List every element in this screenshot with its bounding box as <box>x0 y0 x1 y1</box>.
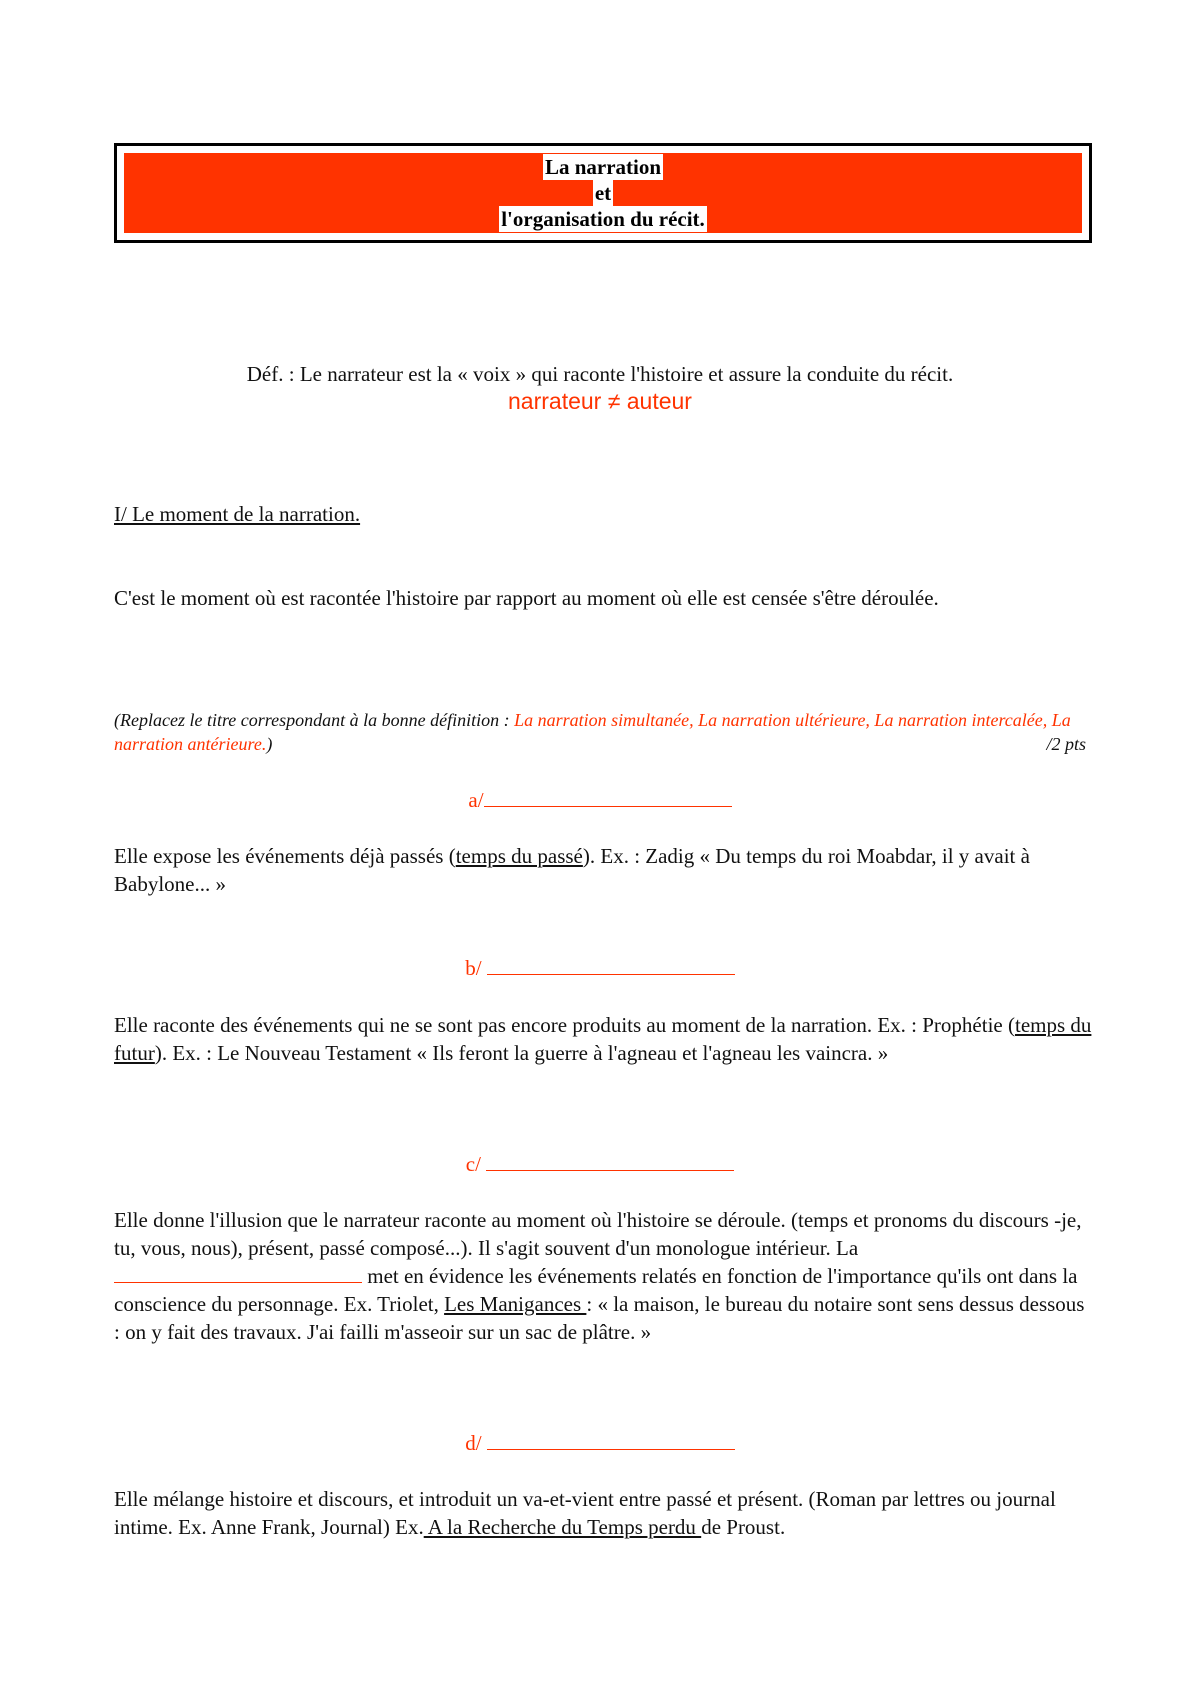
title-box <box>114 143 1092 243</box>
item-c-text-1: Elle donne l'illusion que le narrateur raconte au moment où l'histoire se déroule. (temps et pronoms du discours -je, tu, vous, nous), présent, passé composé...). Il s'agit souvent d'un monologue intérieur. La <box>114 1208 1082 1260</box>
item-b-blank[interactable] <box>487 954 735 975</box>
item-c-inline-blank[interactable] <box>114 1262 362 1283</box>
item-d-heading <box>0 1429 1200 1457</box>
title-banner <box>124 153 1082 233</box>
item-d-underlined: A la Recherche du Temps perdu <box>423 1515 702 1539</box>
instruction-prefix: (Replacez le titre correspondant à la bonne définition : <box>114 710 515 730</box>
item-a-text <box>114 842 1094 898</box>
item-d-label: d/ <box>465 1431 487 1455</box>
item-c-text <box>114 1206 1094 1346</box>
item-a-label: a/ <box>468 788 484 812</box>
item-a-underlined: temps du passé <box>455 844 583 868</box>
definition-formula: narrateur ≠ auteur <box>508 388 692 414</box>
item-c-text-2: met en évidence les événements relatés en fonction de l'importance qu'ils ont dans la conscience du personnage. Ex. Triolet, <box>114 1264 1078 1316</box>
title-line-2: et <box>594 181 612 205</box>
item-b-text <box>114 1011 1094 1067</box>
title-line-1: La narration <box>544 155 662 179</box>
item-b-heading <box>0 954 1200 982</box>
section-intro: C'est le moment où est racontée l'histoire par rapport au moment où elle est censée s'être déroulée. <box>114 586 939 610</box>
instruction <box>114 708 1078 756</box>
item-d-blank[interactable] <box>487 1429 735 1450</box>
item-b-label: b/ <box>465 956 487 980</box>
instruction-options: La narration simultanée, La narration ultérieure, La narration intercalée, La narration antérieure. <box>114 710 1071 754</box>
item-c-underlined: Les Manigances <box>444 1292 587 1316</box>
section-title: I/ Le moment de la narration. <box>114 502 361 526</box>
item-c-blank[interactable] <box>486 1150 734 1171</box>
definition-text: Déf. : Le narrateur est la « voix » qui raconte l'histoire et assure la conduite du récit. <box>246 362 954 386</box>
instruction-suffix: ) <box>266 734 273 754</box>
item-a-heading <box>0 786 1200 814</box>
item-a-text-before: Elle expose les événements déjà passés ( <box>114 844 456 868</box>
item-c-text-3: : « la maison, le bureau du notaire sont sens dessus dessous : on y fait des travaux. J'ai failli m'asseoir sur un sac de plâtre. » <box>114 1292 1085 1344</box>
item-b-underlined: temps du futur <box>114 1013 1092 1065</box>
item-b-text-after: ). Ex. : Le Nouveau Testament « Ils feront la guerre à l'agneau et l'agneau les vaincra. » <box>154 1041 889 1065</box>
item-b-text-before: Elle raconte des événements qui ne se sont pas encore produits au moment de la narration. Ex. : Prophétie ( <box>114 1013 1015 1037</box>
title-line-3: l'organisation du récit. <box>501 207 705 231</box>
item-d-text <box>114 1485 1094 1541</box>
points-label: /2 pts <box>1046 734 1086 754</box>
item-c-label: c/ <box>465 1152 487 1176</box>
item-c-heading <box>0 1150 1200 1178</box>
item-a-text-after: ). Ex. : Zadig « Du temps du roi Moabdar, il y avait à Babylone... » <box>114 844 1030 896</box>
item-d-text-after: de Proust. <box>701 1515 786 1539</box>
item-d-text-before: Elle mélange histoire et discours, et introduit un va-et-vient entre passé et présent. (Roman par lettres ou journal intime. Ex. Anne Frank, Journal) Ex. <box>114 1487 1056 1539</box>
item-a-blank[interactable] <box>484 786 732 807</box>
